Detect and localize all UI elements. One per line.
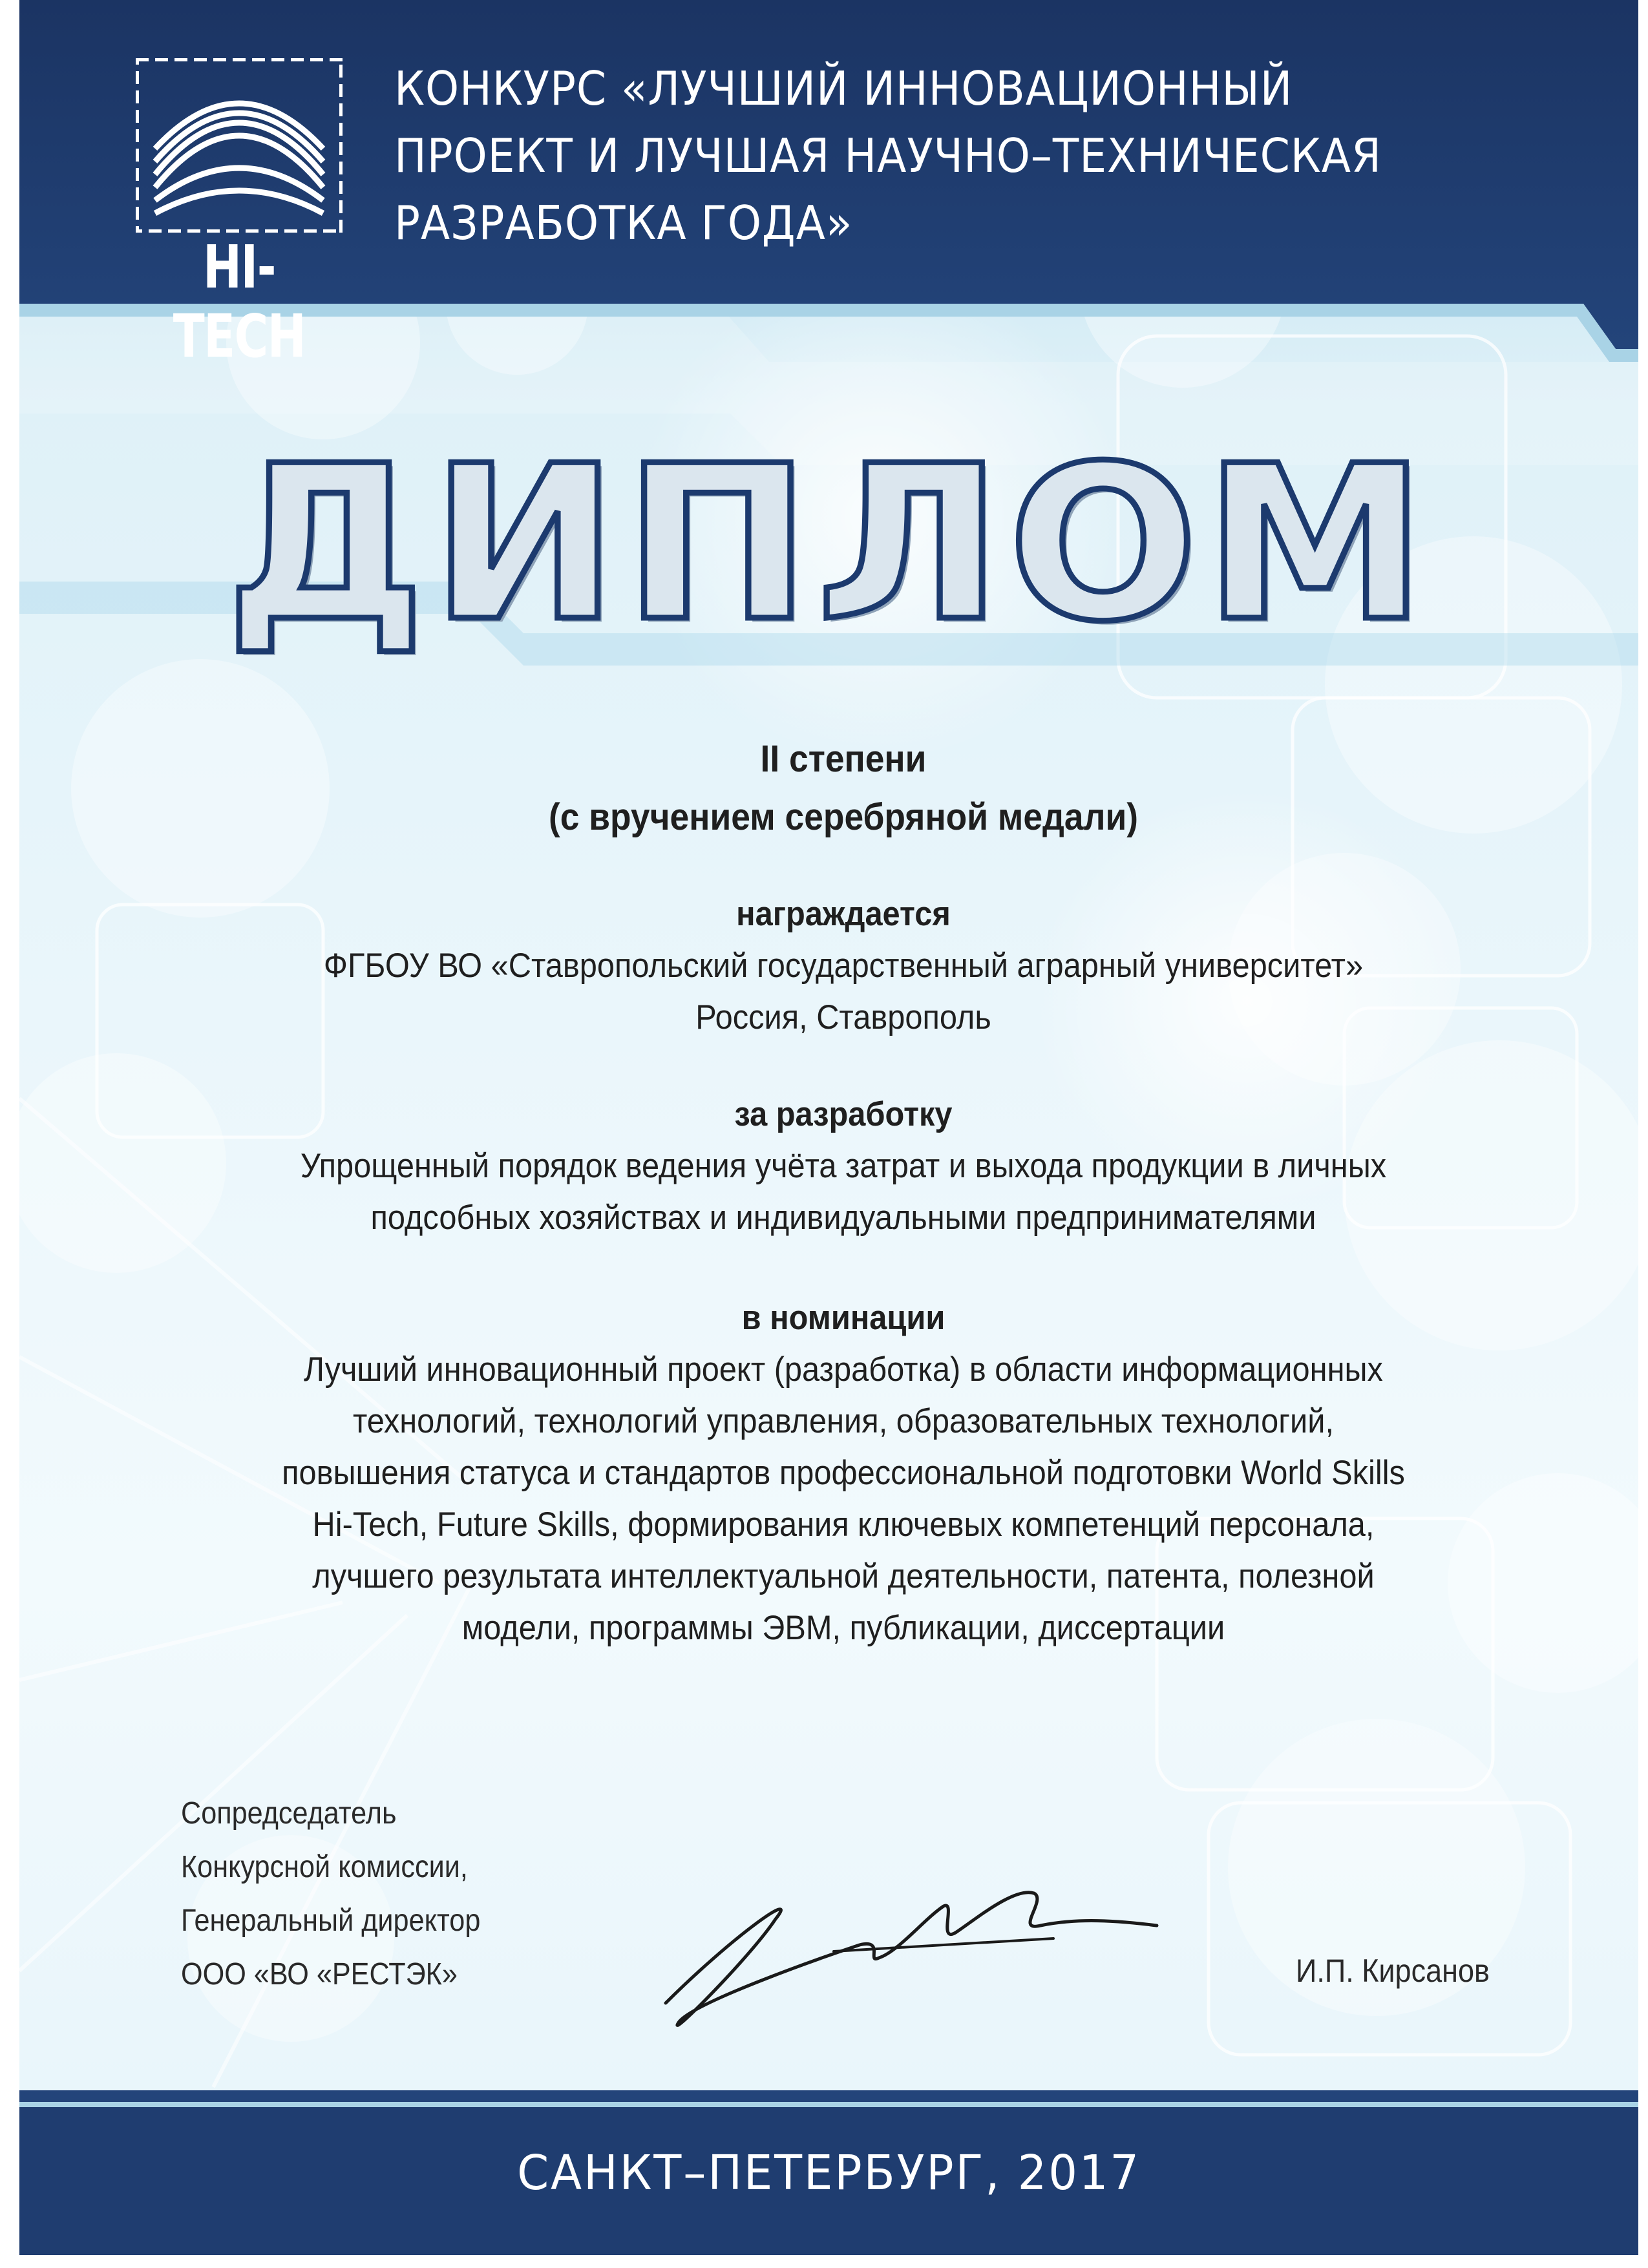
awarded-label: награждается — [736, 895, 951, 933]
nomination-block — [204, 1292, 1483, 1654]
medal-line: (с вручением серебряной медали) — [548, 796, 1139, 838]
signatory-line: Конкурсной комиссии, — [181, 1850, 468, 1884]
degree-block — [204, 730, 1483, 846]
nomination-line: модели, программы ЭВМ, публикации, диссертации — [461, 1609, 1225, 1647]
footer-city-year: САНКТ–ПЕТЕРБУРГ, 2017 — [517, 2145, 1141, 2201]
development-line: Упрощенный порядок ведения учёта затрат и выхода продукции в личных — [300, 1147, 1387, 1185]
logo-text: HI-TECH — [173, 233, 306, 371]
signatory-line: Генеральный директор — [181, 1904, 481, 1938]
nomination-label: в номинации — [741, 1299, 945, 1337]
signatory-name: И.П. Кирсанов — [1296, 1953, 1490, 1989]
development-line: подсобных хозяйствах и индивидуальными предпринимателями — [370, 1199, 1316, 1237]
development-label: за разработку — [734, 1095, 953, 1133]
nomination-line: повышения статуса и стандартов профессиональной подготовки World Skills — [282, 1454, 1405, 1492]
nomination-line: технологий, технологий управления, образовательных технологий, — [352, 1402, 1334, 1440]
degree-line: II степени — [760, 738, 927, 780]
nomination-line: лучшего результата интеллектуальной деятельности, патента, полезной — [312, 1557, 1375, 1595]
contest-title: КОНКУРС «ЛУЧШИЙ ИННОВАЦИОННЫЙ ПРОЕКТ И ЛУЧШАЯ НАУЧНО–ТЕХНИЧЕСКАЯ РАЗРАБОТКА ГОДА» — [394, 61, 1382, 250]
awarded-location: Россия, Ставрополь — [695, 998, 991, 1036]
signatory-line: ООО «ВО «РЕСТЭК» — [181, 1957, 458, 1991]
logo-waves-icon — [136, 58, 343, 233]
diploma-title: ДИПЛОМ — [226, 420, 1432, 668]
awarded-organization: ФГБОУ ВО «Ставропольский государственный аграрный университет» — [323, 947, 1364, 985]
hi-tech-logo — [136, 58, 343, 371]
awarded-block — [204, 888, 1483, 1044]
nomination-line: Hi-Tech, Future Skills, формирования ключевых компетенций персонала, — [312, 1506, 1375, 1544]
diploma-sheet — [19, 0, 1638, 2255]
signatory-title — [181, 1787, 623, 2001]
handwritten-signature — [653, 1861, 1183, 2068]
development-block — [204, 1089, 1483, 1244]
nomination-line: Лучший инновационный проект (разработка) в области информационных — [304, 1350, 1383, 1389]
signatory-line: Сопредседатель — [181, 1796, 397, 1831]
